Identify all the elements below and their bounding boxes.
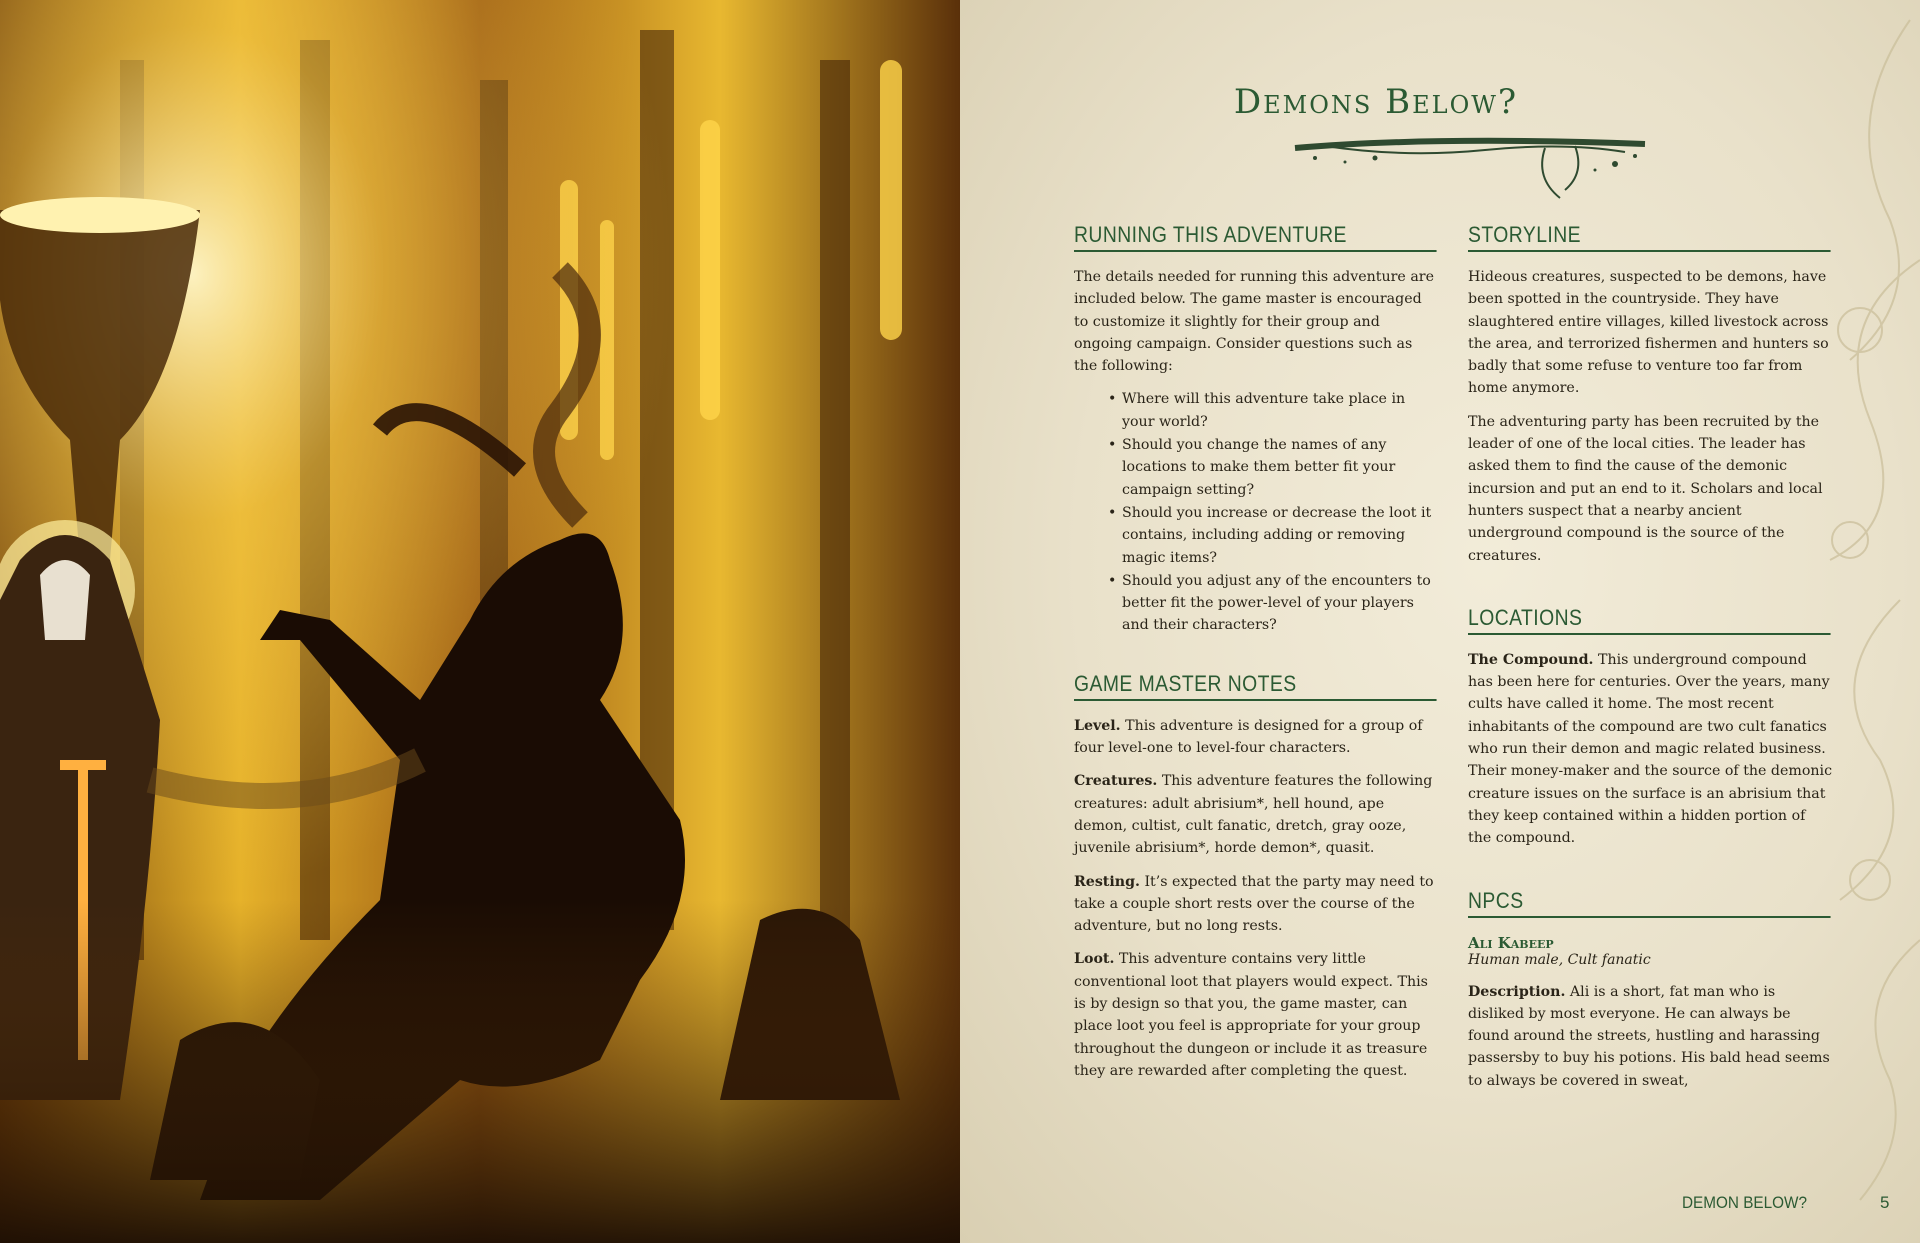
- gm-resting-label: Resting.: [1074, 873, 1140, 890]
- gm-level: [1074, 715, 1439, 760]
- gm-level-label: Level.: [1074, 717, 1121, 734]
- gm-creatures-text: This adventure features the following creatures: adult abrisium*, hell hound, ape demon, cultist, cult fanatic, dretch, gray ooze, juvenile abrisium*, horde demon*, quasit.: [1074, 773, 1433, 857]
- npc-desc-text: Ali is a short, fat man who is disliked by most everyone. He can always be found around the streets, hustling and harassing passersby to buy his potions. His bald head seems to always be covered in sweat,: [1468, 983, 1830, 1089]
- gm-loot: [1074, 948, 1439, 1082]
- list-item: • Should you change the names of any locations to make them better fit your campaign setting?: [1122, 434, 1439, 501]
- npc-description: [1468, 981, 1833, 1092]
- storyline-p2: The adventuring party has been recruited by the leader of one of the local cities. The leader has asked them to find the cause of the demonic incursion and put an end to it. Scholars and local hunters suspect that a nearby ancient underground compound is the source of the creatures.: [1468, 413, 1823, 564]
- running-question-list: [1074, 388, 1439, 636]
- gm-creatures: [1074, 770, 1439, 859]
- npc-desc-label: Description.: [1468, 983, 1566, 1000]
- heading-locations: LOCATIONS: [1468, 605, 1831, 635]
- list-item: • Where will this adventure take place in your world?: [1122, 388, 1439, 433]
- page-number: 5: [1880, 1193, 1890, 1212]
- heading-running-adventure: RUNNING THIS ADVENTURE: [1074, 222, 1437, 252]
- rulebook-page: [960, 0, 1920, 1243]
- gm-level-text: This adventure is designed for a group of four level-one to level-four characters.: [1074, 717, 1423, 757]
- heading-storyline: STORYLINE: [1468, 222, 1831, 252]
- heading-game-master-notes: GAME MASTER NOTES: [1074, 671, 1437, 701]
- npc-name: Ali Kabeep: [1468, 933, 1554, 952]
- running-intro: The details needed for running this adventure are included below. The game master is encouraged to customize it slightly for their group and ongoing campaign. Consider questions such as the following:: [1074, 269, 1434, 375]
- compound-label: The Compound.: [1468, 651, 1594, 668]
- gm-loot-label: Loot.: [1074, 951, 1115, 968]
- gm-creatures-label: Creatures.: [1074, 773, 1158, 790]
- npc-subtitle: Human male, Cult fanatic: [1468, 951, 1651, 968]
- footer-title: DEMON BELOW?: [1682, 1193, 1807, 1212]
- storyline-p1: Hideous creatures, suspected to be demons, have been spotted in the countryside. They have slaughtered entire villages, killed livestock across the area, and terrorized fishermen and hunters so badly that some refuse to venture too far from home anymore.: [1468, 269, 1829, 397]
- location-compound: [1468, 649, 1833, 850]
- gm-loot-text: This adventure contains very little conventional loot that players would expect. This is by design so that you, the game master, can place loot you feel is appropriate for your group throughout the dungeon or include it as treasure they are rewarded after completing the quest.: [1074, 951, 1428, 1079]
- heading-npcs: NPCS: [1468, 888, 1831, 918]
- list-item: • Should you increase or decrease the loot it contains, including adding or removing magic items?: [1122, 502, 1439, 569]
- left-column: [1074, 222, 1439, 1093]
- right-column: [1468, 222, 1833, 1103]
- compound-text: This underground compound has been here for centuries. Over the years, many cults have called it home. The most recent inhabitants of the compound are two cult fanatics who run their demon and magic related business. Their money-maker and the source of the demonic creature issues on the surface is an abrisium that they keep contained within a hidden portion of the compound.: [1468, 651, 1833, 847]
- list-item: • Should you adjust any of the encounters to better fit the power-level of your players and their characters?: [1122, 570, 1439, 637]
- page-title: Demons Below?: [1233, 82, 1519, 122]
- gm-resting-text: It’s expected that the party may need to take a couple short rests over the course of the adventure, but no long rests.: [1074, 873, 1434, 935]
- title-flourish: [1285, 128, 1665, 208]
- gm-resting: [1074, 871, 1439, 938]
